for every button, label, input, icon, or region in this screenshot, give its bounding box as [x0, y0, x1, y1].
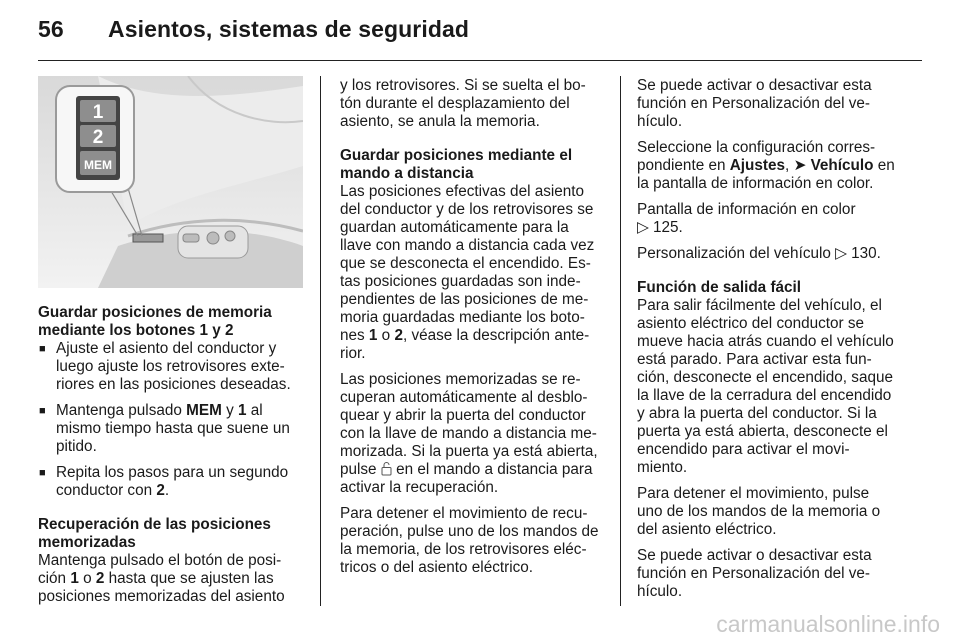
watermark: carmanualsonline.info: [716, 611, 940, 637]
heading-mando-distancia: Guardar posiciones mediante el mando a distancia: [340, 147, 573, 182]
paragraph: Mantenga pulsado el botón de posi- ción 1 o 2 hasta que se ajusten las posiciones memorizadas del asiento: [38, 552, 285, 605]
paragraph: Para detener el movimiento de recu- peración, pulse uno de los mandos de la memoria, de los retrovisores eléc- tricos o del asiento eléctrico.: [340, 505, 599, 576]
arrow-icon: ➤: [793, 157, 807, 174]
page-ref-icon: ▷: [835, 245, 847, 262]
paragraph: Para salir fácilmente del vehículo, el asiento eléctrico del conductor se mueve hacia atrás cuando el vehículo está parado. Para activar esta fun- ción, desconecte el encendido, saque la llave de la cerradura del encendido y abra la puerta del conductor. Si la puerta ya está abierta, desconecte el encendido para activar el movi- miento.: [637, 297, 894, 476]
paragraph: y los retrovisores. Si se suelta el bo- tón durante el desplazamiento del asiento, se anula la memoria.: [340, 77, 586, 130]
memory-button-1-label: 1: [92, 102, 104, 123]
paragraph: Seleccione la configuración corres- pondiente en Ajustes, ➤ Vehículo en la pantalla de información en color.: [637, 139, 895, 192]
memory-button-2-label: 2: [92, 127, 104, 148]
list-item: ■ Mantenga pulsado MEM y 1 al mismo tiempo hasta que suene un pitido.: [38, 402, 308, 456]
list-item: ■ Repita los pasos para un segundo conductor con 2.: [38, 464, 308, 500]
steps-list: [38, 340, 308, 500]
seat-memory-figure: [38, 76, 303, 288]
paragraph: Pantalla de información en color ▷ 125.: [637, 201, 856, 236]
memory-button-mem-label: MEM: [84, 158, 112, 172]
page-title: Asientos, sistemas de seguridad: [108, 16, 470, 42]
paragraph: Las posiciones efectivas del asiento del conductor y de los retrovisores se guardan automáticamente para la llave con mando a distancia cada vez que se desconecta el encendido. Es- tas posiciones guardadas son inde- pendientes de las posiciones de me- moria guardadas mediante los boto- nes 1 o 2, véase la descripción ante- rior.: [340, 183, 595, 362]
paragraph: Se puede activar o desactivar esta función en Personalización del ve- hículo.: [637, 77, 872, 130]
paragraph: Para detener el movimiento, pulse uno de los mandos de la memoria o del asiento eléctrico.: [637, 485, 881, 538]
column-2: [340, 77, 610, 585]
paragraph: Personalización del vehículo ▷ 130.: [637, 245, 881, 262]
heading-recuperacion: Recuperación de las posiciones memorizadas: [38, 516, 271, 551]
heading-guardar-botones: Guardar posiciones de memoria mediante los botones 1 y 2: [38, 304, 272, 339]
header-rule: [38, 60, 922, 61]
column-3: [637, 77, 927, 609]
paragraph: Las posiciones memorizadas se re- cuperan automáticamente al desblo- quear y abrir la puerta del conductor con la llave de mando a distancia me- morizada. Si la puerta ya está abierta, pulse en el mando a distancia para activar la recuperación.: [340, 371, 598, 496]
paragraph: Se puede activar o desactivar esta función en Personalización del ve- hículo.: [637, 547, 872, 600]
unlock-icon: [381, 461, 392, 476]
page-header: [38, 16, 469, 43]
page-ref-icon: ▷: [637, 219, 649, 236]
heading-salida-facil: Función de salida fácil: [637, 279, 802, 296]
page-number: 56: [38, 16, 64, 42]
column-1: [38, 304, 308, 614]
list-item: ■ Ajuste el asiento del conductor y luego ajuste los retrovisores exte- riores en las posiciones deseadas.: [38, 340, 308, 394]
column-divider-2: [620, 76, 621, 606]
column-divider-1: [320, 76, 321, 606]
